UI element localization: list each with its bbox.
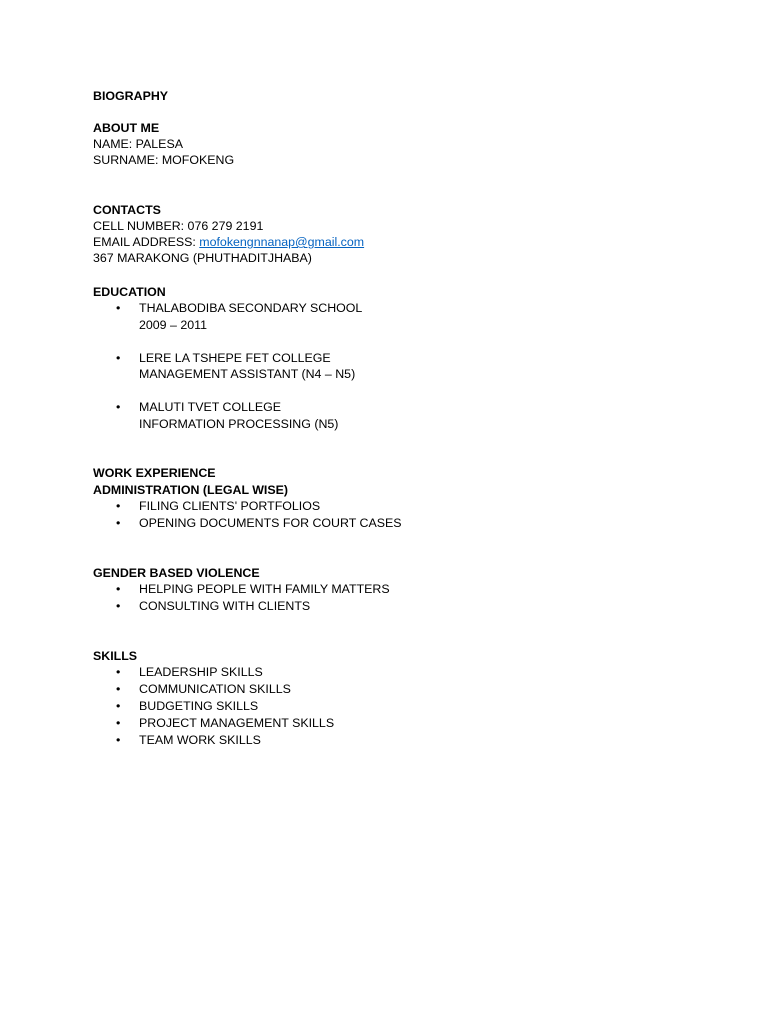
skill-item-5: TEAM WORK SKILLS — [139, 733, 261, 747]
about-heading: ABOUT ME — [93, 121, 160, 135]
education-item-1-detail: 2009 – 2011 — [139, 318, 207, 332]
bullet: • — [116, 351, 121, 365]
bullet: • — [116, 582, 121, 596]
bullet: • — [116, 733, 121, 747]
gbv-item-1: HELPING PEOPLE WITH FAMILY MATTERS — [139, 582, 390, 596]
education-heading: EDUCATION — [93, 285, 166, 299]
bullet: • — [116, 716, 121, 730]
email-label: EMAIL ADDRESS: — [93, 235, 200, 249]
contacts-heading: CONTACTS — [93, 203, 161, 217]
bullet: • — [116, 682, 121, 696]
education-item-1-institution: THALABODIBA SECONDARY SCHOOL — [139, 301, 363, 315]
email-link[interactable]: mofokengnnanap@gmail.com — [199, 235, 365, 249]
document-title: BIOGRAPHY — [93, 89, 169, 103]
bullet: • — [116, 400, 121, 414]
work-experience-heading: WORK EXPERIENCE — [93, 466, 216, 480]
email-line — [93, 234, 364, 250]
skills-heading: SKILLS — [93, 649, 138, 663]
skill-item-1: LEADERSHIP SKILLS — [139, 665, 263, 679]
administration-heading: ADMINISTRATION (LEGAL WISE) — [93, 483, 289, 497]
bullet: • — [116, 665, 121, 679]
education-item-3-institution: MALUTI TVET COLLEGE — [139, 400, 282, 414]
education-item-2-institution: LERE LA TSHEPE FET COLLEGE — [139, 351, 331, 365]
bullet: • — [116, 699, 121, 713]
education-item-3-detail: INFORMATION PROCESSING (N5) — [139, 417, 339, 431]
address-line: 367 MARAKONG (PHUTHADITJHABA) — [93, 251, 312, 265]
bullet: • — [116, 516, 121, 530]
surname-line: SURNAME: MOFOKENG — [93, 153, 235, 167]
admin-item-1: FILING CLIENTS' PORTFOLIOS — [139, 499, 321, 513]
bullet: • — [116, 499, 121, 513]
gbv-item-2: CONSULTING WITH CLIENTS — [139, 599, 311, 613]
skill-item-2: COMMUNICATION SKILLS — [139, 682, 291, 696]
admin-item-2: OPENING DOCUMENTS FOR COURT CASES — [139, 516, 402, 530]
skill-item-4: PROJECT MANAGEMENT SKILLS — [139, 716, 335, 730]
name-line: NAME: PALESA — [93, 137, 183, 151]
education-item-2-detail: MANAGEMENT ASSISTANT (N4 – N5) — [139, 367, 356, 381]
bullet: • — [116, 599, 121, 613]
cell-number-line: CELL NUMBER: 076 279 2191 — [93, 219, 264, 233]
bullet: • — [116, 301, 121, 315]
gbv-heading: GENDER BASED VIOLENCE — [93, 566, 260, 580]
skill-item-3: BUDGETING SKILLS — [139, 699, 259, 713]
